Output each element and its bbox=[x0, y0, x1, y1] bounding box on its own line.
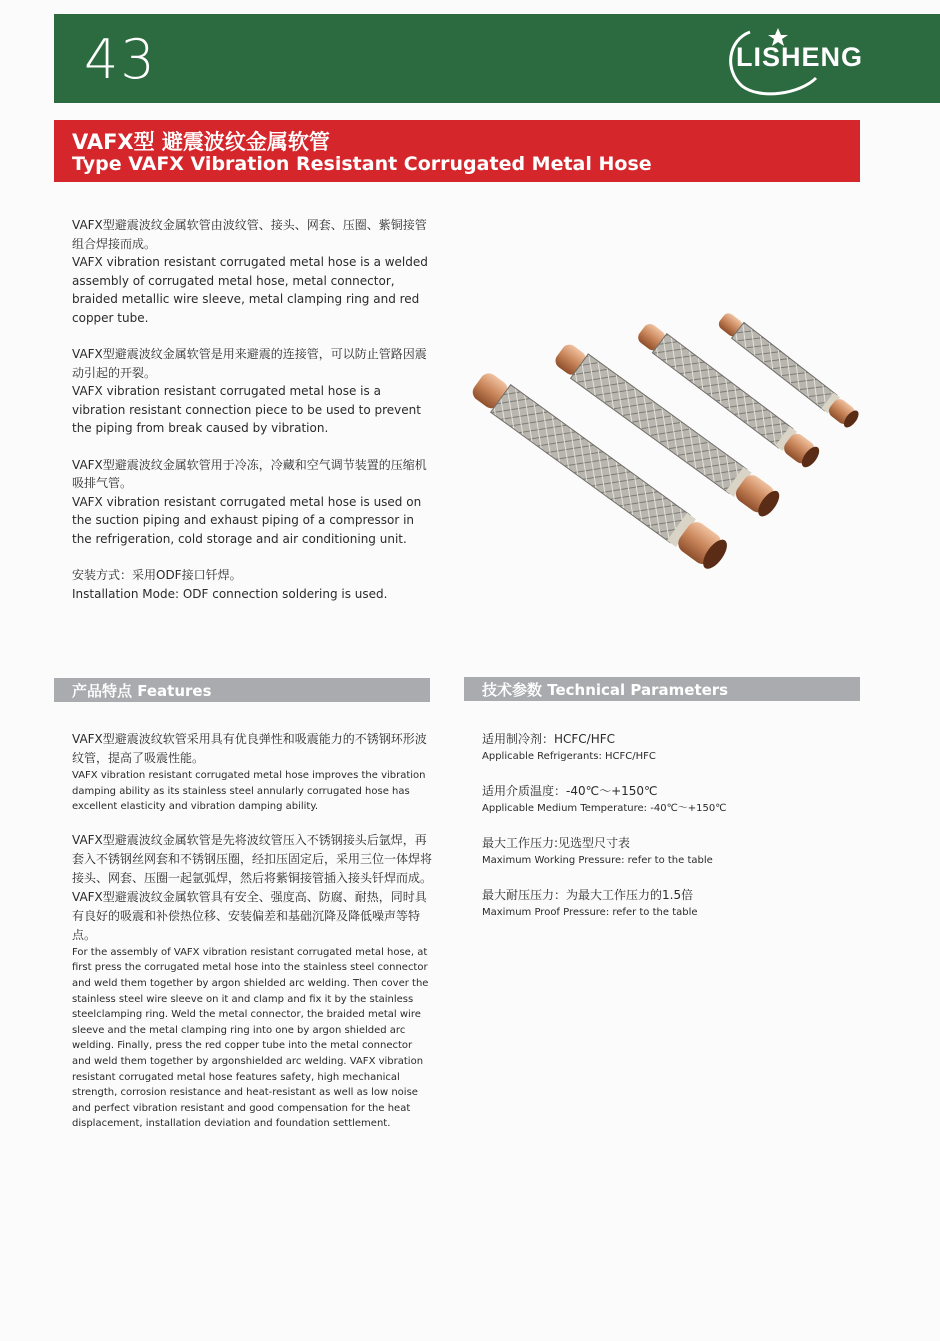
brand-logo bbox=[720, 20, 870, 100]
param-item bbox=[482, 730, 862, 765]
param-cn: 适用介质温度：-40℃～+150℃ bbox=[482, 784, 658, 798]
param-en: Maximum Working Pressure: refer to the table bbox=[482, 855, 713, 866]
intro-en: VAFX vibration resistant corrugated metal hose is a vibration resistant connection piece to be used to prevent the piping from break caused by vibration. bbox=[72, 384, 421, 435]
feature-cn: VAFX型避震波纹软管采用具有优良弹性和吸震能力的不锈钢环形波纹管，提高了吸震性能。 bbox=[72, 732, 427, 765]
intro-cn: VAFX型避震波纹金属软管用于冷冻，冷藏和空气调节装置的压缩机吸排气管。 bbox=[72, 457, 427, 490]
page-header bbox=[54, 14, 940, 103]
param-en: Maximum Proof Pressure: refer to the table bbox=[482, 907, 698, 918]
features-heading-bar bbox=[54, 678, 430, 702]
title-chinese: VAFX型 避震波纹金属软管 bbox=[72, 130, 330, 154]
param-en: Applicable Refrigerants: HCFC/HFC bbox=[482, 751, 656, 762]
hose-medium bbox=[635, 320, 823, 470]
intro-paragraph bbox=[72, 566, 437, 603]
param-item bbox=[482, 834, 862, 869]
intro-en: VAFX vibration resistant corrugated metal hose is used on the suction piping and exhaust piping of a compressor in the refrigeration, cold storage and air conditioning unit. bbox=[72, 494, 422, 546]
intro-paragraph bbox=[72, 345, 437, 438]
hose-product-image bbox=[460, 300, 880, 590]
features-heading: 产品特点 Features bbox=[72, 682, 212, 700]
param-en: Applicable Medium Temperature: -40℃～+150℃ bbox=[482, 803, 727, 814]
param-cn: 最大耐压压力：为最大工作压力的1.5倍 bbox=[482, 888, 694, 902]
params-list bbox=[482, 730, 862, 938]
title-english: Type VAFX Vibration Resistant Corrugated Metal Hose bbox=[72, 153, 652, 175]
features-text bbox=[72, 730, 432, 1148]
intro-paragraph bbox=[72, 216, 437, 327]
param-item bbox=[482, 886, 862, 921]
feature-en: For the assembly of VAFX vibration resistant corrugated metal hose, at first press the corrugated metal hose into the stainless steel connector and weld them together by argon shielded arc welding. Then cover the stainless steel wire sleeve on it and clamp and fix it by the stainless steelclamping ring. Weld the metal connector, the braided metal wire sleeve and the metal clamping ring into one by argon shielded arc welding. Finally, press the red copper tube into the metal connector and weld them together by argonshielded arc welding. VAFX vibration resistant corrugated metal hose features safety, high mechanical strength, corrosion resistance and heat-resistant as well as low noise and perfect vibration resistant and good compensation for the heat displacement, installation deviation and foundation settlement. bbox=[72, 946, 429, 1130]
param-cn: 最大工作压力:见选型尺寸表 bbox=[482, 836, 631, 850]
intro-en: VAFX vibration resistant corrugated metal hose is a welded assembly of corrugated metal hose, metal connector, braided metallic wire sleeve, metal clamping ring and red copper tube. bbox=[72, 255, 428, 325]
params-heading-bar bbox=[464, 677, 860, 701]
intro-cn: 安装方式：采用ODF接口钎焊。 bbox=[72, 568, 242, 582]
intro-cn: VAFX型避震波纹金属软管是用来避震的连接管，可以防止管路因震动引起的开裂。 bbox=[72, 347, 427, 380]
page-number: 43 bbox=[84, 28, 157, 91]
feature-en: VAFX vibration resistant corrugated metal hose improves the vibration damping ability as its stainless steel annularly corrugated hose has excellent elasticity and vibration damping ability. bbox=[72, 770, 426, 813]
intro-en: Installation Mode: ODF connection soldering is used. bbox=[72, 586, 388, 601]
title-bar bbox=[54, 120, 860, 182]
params-heading: 技术参数 Technical Parameters bbox=[482, 681, 729, 699]
param-item bbox=[482, 782, 862, 817]
intro-text bbox=[72, 216, 437, 621]
intro-paragraph bbox=[72, 456, 437, 549]
hose-large bbox=[551, 340, 783, 520]
intro-cn: VAFX型避震波纹金属软管由波纹管、接头、网套、压圈、紫铜接管组合焊接而成。 bbox=[72, 218, 427, 251]
feature-cn: VAFX型避震波纹金属软管是先将波纹管压入不锈钢接头后氩焊，再套入不锈钢丝网套和不锈钢压圈，经扣压固定后，采用三位一体焊将接头、网套、压圈一起氩弧焊，然后将紫铜接管插入接头钎焊而成。VAFX型避震波纹金属软管具有安全、强度高、防腐、耐热，同时具有良好的吸震和补偿热位移、安装偏差和基础沉降及降低噪声等特点。 bbox=[72, 832, 433, 942]
param-cn: 适用制冷剂：HCFC/HFC bbox=[482, 732, 616, 746]
brand-name: LISHENG bbox=[736, 42, 864, 72]
